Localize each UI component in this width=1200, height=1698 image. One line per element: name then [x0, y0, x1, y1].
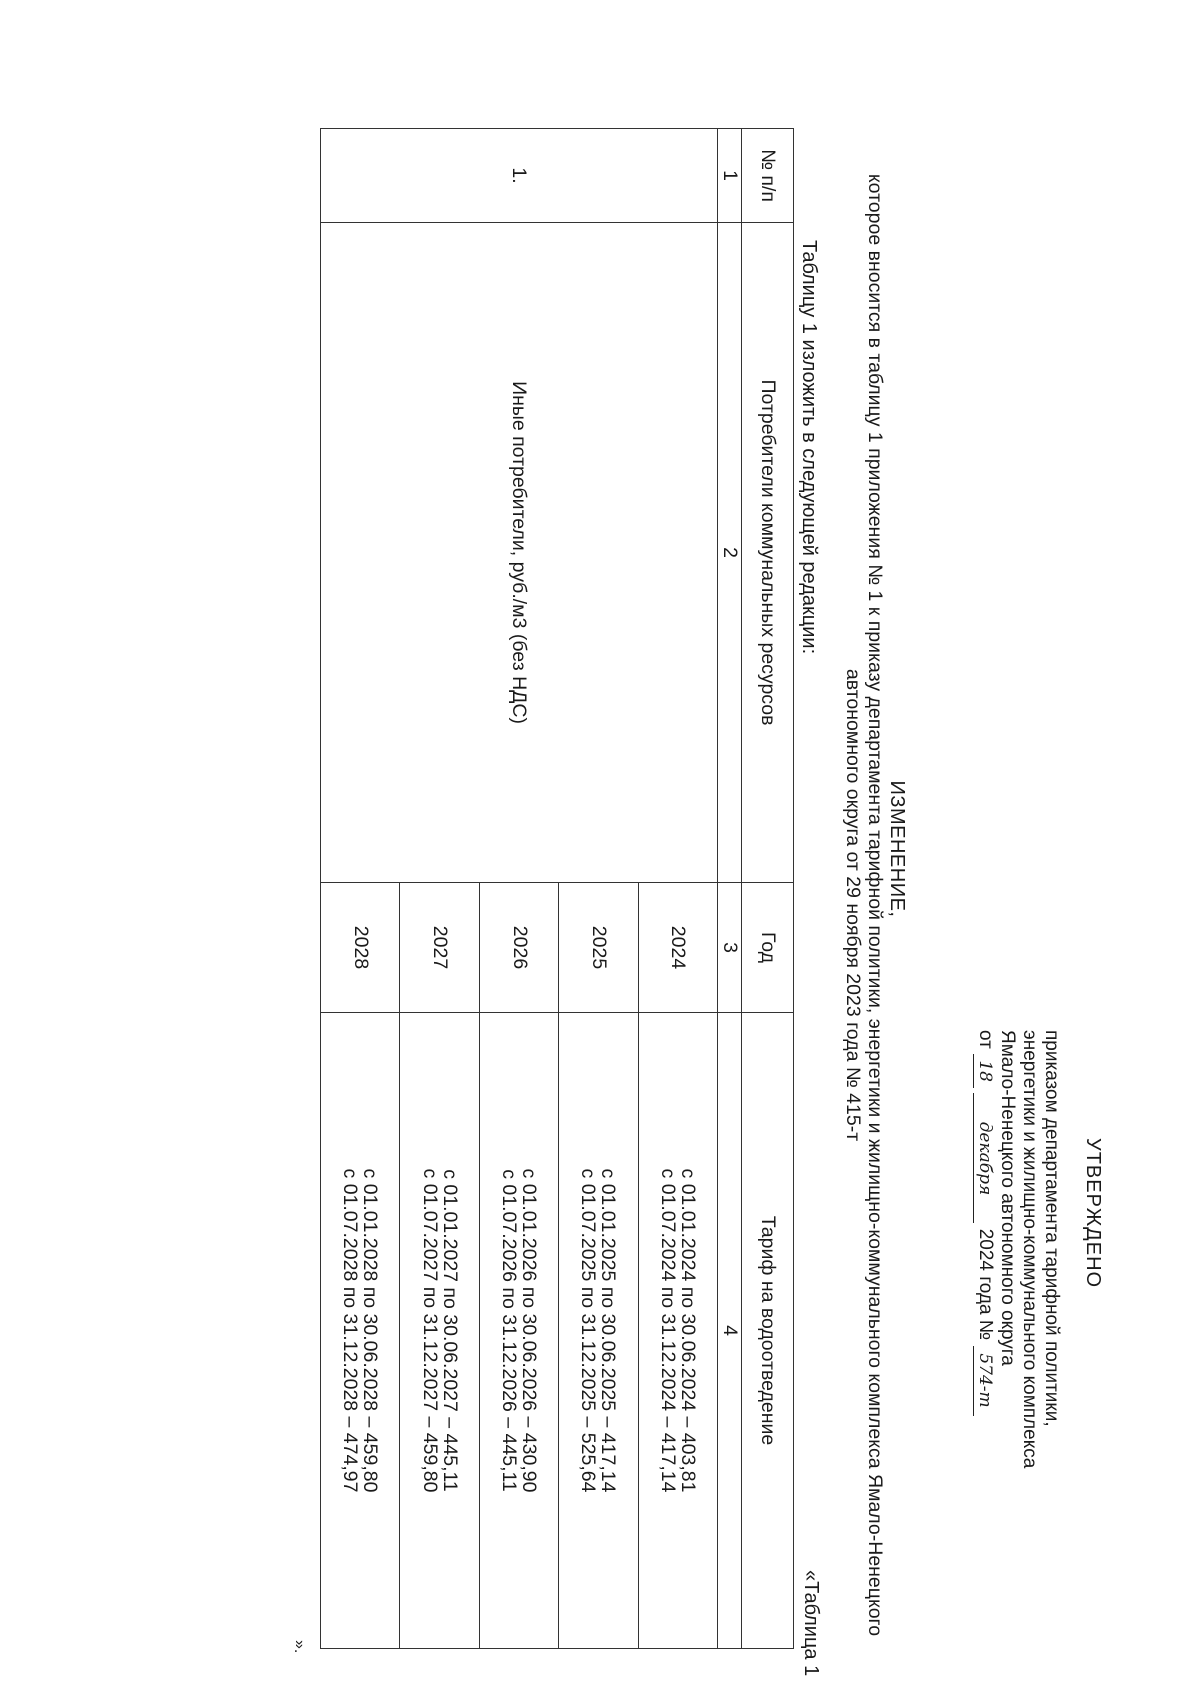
tariff-line: с 01.07.2026 по 31.12.2026 – 445,11 [498, 1169, 521, 1492]
consumer-cell: Иные потребители, руб./м3 (без НДС) [321, 223, 718, 883]
table-header-row [742, 129, 794, 1649]
approval-date-row [973, 1030, 996, 1468]
tariff-line: с 01.01.2025 по 30.06.2025 – 417,14 [597, 1168, 620, 1493]
intro-text: Таблицу 1 изложить в следующей редакции: [798, 240, 820, 655]
column-number-cell: 3 [718, 883, 742, 1013]
column-number-cell: 1 [718, 129, 742, 223]
handwritten-order-number: 574-т [973, 1346, 996, 1416]
column-number-cell: 2 [718, 223, 742, 883]
year-cell: 2024 [638, 883, 717, 1013]
year-cell: 2025 [559, 883, 638, 1013]
tariff-cell [321, 1013, 400, 1649]
tariff-cell [479, 1013, 558, 1649]
table-row [638, 129, 717, 1649]
column-number-cell: 4 [718, 1013, 742, 1649]
approval-line: приказом департамента тарифной политики, [1041, 1030, 1062, 1427]
tariff-line: с 01.01.2026 по 30.06.2026 – 430,90 [518, 1168, 541, 1493]
tariff-line: с 01.07.2025 по 31.12.2025 – 525,64 [577, 1168, 600, 1493]
date-prefix: от [975, 1030, 996, 1049]
tariff-line: с 01.07.2024 по 31.12.2024 – 417,14 [656, 1168, 679, 1493]
approval-line: Ямало-Ненецкого автономного округа [997, 1030, 1018, 1366]
row-number-cell: 1. [321, 129, 718, 223]
closing-quote: ». [291, 1640, 308, 1654]
approval-block [973, 1030, 1062, 1468]
approval-line: энергетики и жилищно-коммунального комплекса [1019, 1030, 1040, 1469]
tariff-cell [559, 1013, 638, 1649]
tariff-cell [400, 1013, 479, 1649]
header-cell: Тариф на водоотведение [742, 1013, 794, 1649]
year-cell: 2028 [321, 883, 400, 1013]
handwritten-month: декабря [973, 1093, 996, 1223]
tariff-cell [638, 1013, 717, 1649]
date-year-text: 2024 года № [975, 1228, 996, 1341]
tariff-line: с 01.01.2024 по 30.06.2024 – 403,81 [676, 1168, 699, 1493]
tariff-line: с 01.01.2027 по 30.06.2027 – 445,11 [438, 1169, 461, 1492]
approval-title: УТВЕРЖДЕНО [1082, 1138, 1104, 1289]
table-numbering-row [718, 129, 742, 1649]
tariff-line: с 01.01.2028 по 30.06.2028 – 459,80 [359, 1168, 382, 1493]
document-heading: ИЗМЕНЕНИЕ, [886, 780, 908, 918]
document-description: которое вносится в таблицу 1 приложения № 1 к приказу департамента тарифной политики, энергетики и жилищно-коммунального комплекса Ямало-Ненецкого автономного округа от 29 ноября 2023 года № 415-т [842, 173, 886, 1637]
header-cell: Год [742, 883, 794, 1013]
header-cell: № п/п [742, 129, 794, 223]
handwritten-day: 18 [973, 1054, 996, 1088]
year-cell: 2026 [479, 883, 558, 1013]
tariff-line: с 01.07.2027 по 31.12.2027 – 459,80 [418, 1168, 441, 1493]
tariff-line: с 01.07.2028 по 31.12.2028 – 474,97 [339, 1168, 362, 1493]
table-caption: «Таблица 1 [800, 1570, 822, 1677]
year-cell: 2027 [400, 883, 479, 1013]
tariff-table [320, 128, 794, 1649]
header-cell: Потребители коммунальных ресурсов [742, 223, 794, 883]
